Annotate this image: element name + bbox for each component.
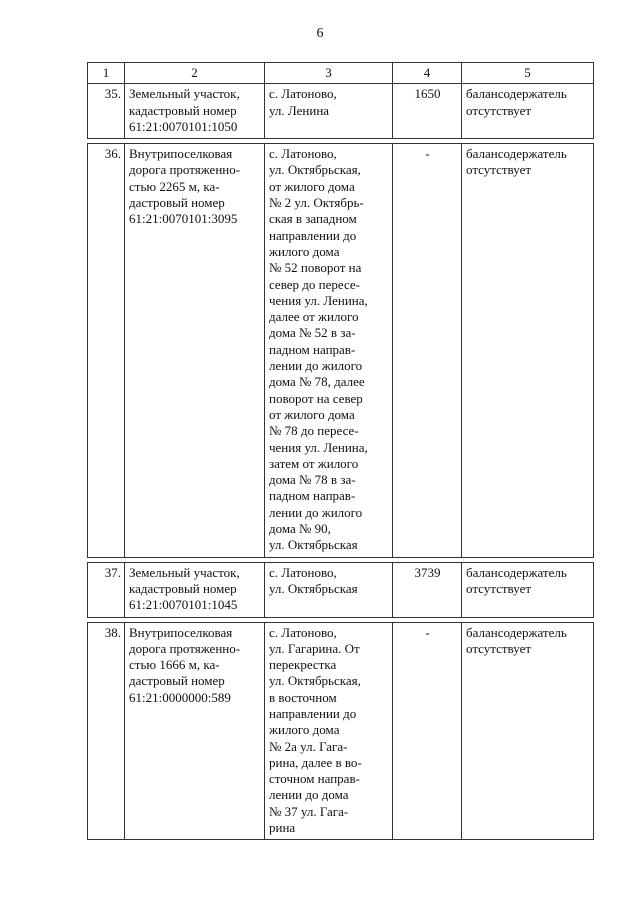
balance-holder: балансодержатель отсутствует	[462, 622, 594, 840]
object-area: 1650	[393, 84, 462, 139]
header-col-3: 3	[265, 63, 393, 84]
header-row	[88, 63, 594, 84]
object-area: -	[393, 144, 462, 557]
header-col-1: 1	[88, 63, 125, 84]
table-row	[88, 144, 594, 557]
object-location: с. Латоново, ул. Ленина	[265, 84, 393, 139]
balance-holder: балансодержатель отсутствует	[462, 144, 594, 557]
row-number: 35.	[88, 84, 125, 139]
row-number: 36.	[88, 144, 125, 557]
object-name: Земельный участок, кадастровый номер 61:21:0070101:1045	[125, 562, 265, 617]
object-area: -	[393, 622, 462, 840]
table-row	[88, 562, 594, 617]
header-col-4: 4	[393, 63, 462, 84]
property-registry-table	[87, 62, 594, 840]
table-row	[88, 622, 594, 840]
object-area: 3739	[393, 562, 462, 617]
header-col-2: 2	[125, 63, 265, 84]
balance-holder: балансодержатель отсутствует	[462, 562, 594, 617]
object-location: с. Латоново, ул. Октябрьская	[265, 562, 393, 617]
header-col-5: 5	[462, 63, 594, 84]
object-name: Внутрипоселковая дорога протяженно- стью 1666 м, ка- дастровый номер 61:21:0000000:589	[125, 622, 265, 840]
row-number: 37.	[88, 562, 125, 617]
object-location: с. Латоново, ул. Гагарина. От перекрестка ул. Октябрьская, в восточном направлении до жилого дома № 2а ул. Гага- рина, далее в во- сточном направ- лении до дома № 37 ул. Гага- рина	[265, 622, 393, 840]
balance-holder: балансодержатель отсутствует	[462, 84, 594, 139]
table-row	[88, 84, 594, 139]
object-location: с. Латоново, ул. Октябрьская, от жилого дома № 2 ул. Октябрь- ская в западном направлении до жилого дома № 52 поворот на север до пересе- чения ул. Ленина, далее от жилого дома № 52 в за- падном направ- лении до жилого дома № 78, далее поворот на север от жилого дома № 78 до пересе- чения ул. Ленина, затем от жилого дома № 78 в за- падном направ- лении до жилого дома № 90, ул. Октябрьская	[265, 144, 393, 557]
page-number: 6	[316, 26, 324, 41]
row-number: 38.	[88, 622, 125, 840]
object-name: Внутрипоселковая дорога протяженно- стью 2265 м, ка- дастровый номер 61:21:0070101:3095	[125, 144, 265, 557]
object-name: Земельный участок, кадастровый номер 61:21:0070101:1050	[125, 84, 265, 139]
